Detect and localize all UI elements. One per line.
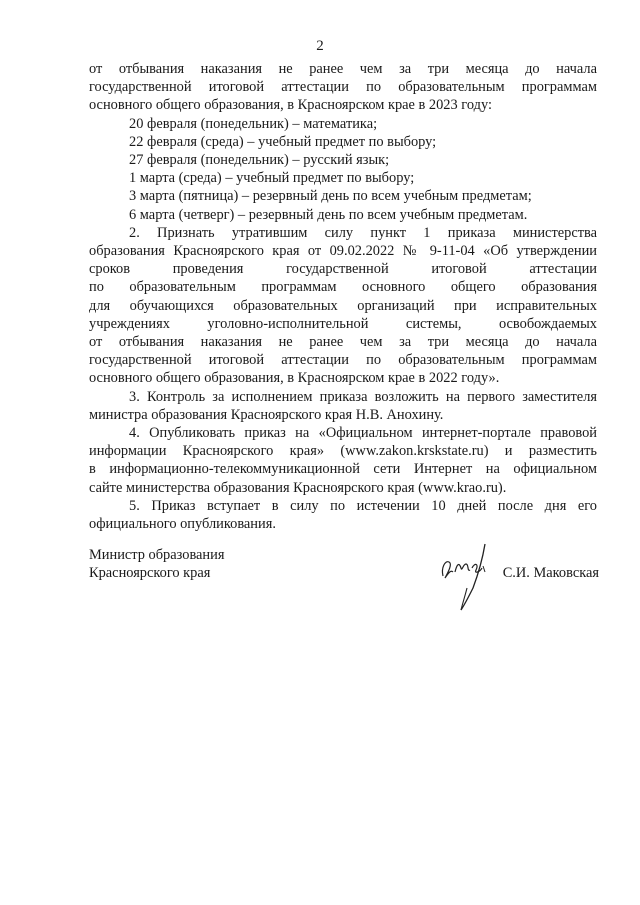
text-line: информации Красноярского края» (www.zakon.krskstate.ru) и разместить xyxy=(89,443,597,460)
handwritten-signature xyxy=(439,542,499,612)
text-line: в информационно-телекоммуникационной сети Интернет на официальном xyxy=(89,461,597,478)
text-line: сайте министерства образования Красноярского края (www.krao.ru). xyxy=(89,479,507,496)
text-line: 6 марта (четверг) – резервный день по всем учебным предметам. xyxy=(129,206,528,223)
text-line: 27 февраля (понедельник) – русский язык; xyxy=(129,152,390,169)
text-line: министра образования Красноярского края Н.В. Анохину. xyxy=(89,406,444,423)
page-number: 2 xyxy=(316,38,324,54)
text-line: основного общего образования, в Красноярском крае в 2022 году». xyxy=(89,370,500,387)
text-line: государственной итоговой аттестации по образовательным программам xyxy=(89,352,597,369)
text-line: 3. Контроль за исполнением приказа возложить на первого заместителя xyxy=(129,388,597,405)
text-line: 3 марта (пятница) – резервный день по всем учебным предметам; xyxy=(129,188,532,205)
text-line: сроков проведения государственной итоговой аттестации xyxy=(89,261,597,278)
text-line: 1 марта (среда) – учебный предмет по выбору; xyxy=(129,170,415,187)
signer-title-line-2: Красноярского края xyxy=(89,565,211,582)
text-line: от отбывания наказания не ранее чем за три месяца до начала xyxy=(89,334,597,351)
text-line: образования Красноярского края от 09.02.2022 № 9-11-04 «Об утверждении xyxy=(89,243,597,260)
text-line: 5. Приказ вступает в силу по истечении 10 дней после дня его xyxy=(129,497,597,514)
text-line: 4. Опубликовать приказ на «Официальном интернет-портале правовой xyxy=(129,425,597,442)
text-line: по образовательным программам основного общего образования xyxy=(89,279,597,296)
signer-title xyxy=(89,546,224,582)
text-line: учреждениях уголовно-исполнительной системы, освобождаемых xyxy=(89,315,597,332)
signer-title-line-1: Министр образования xyxy=(89,547,225,563)
document-body xyxy=(89,60,597,533)
text-line: государственной итоговой аттестации по образовательным программам xyxy=(89,79,597,96)
text-line: для обучающихся образовательных организаций при исправительных xyxy=(89,297,597,314)
signer-name: С.И. Маковская xyxy=(502,565,599,581)
text-line: 22 февраля (среда) – учебный предмет по выбору; xyxy=(129,133,437,150)
text-line: 20 февраля (понедельник) – математика; xyxy=(129,115,378,132)
text-line: от отбывания наказания не ранее чем за три месяца до начала xyxy=(89,61,597,77)
text-line: основного общего образования, в Красноярском крае в 2023 году: xyxy=(89,97,492,114)
text-line: официального опубликования. xyxy=(89,516,276,533)
text-line: 2. Признать утратившим силу пункт 1 приказа министерства xyxy=(129,224,597,241)
signature-block xyxy=(89,546,599,616)
